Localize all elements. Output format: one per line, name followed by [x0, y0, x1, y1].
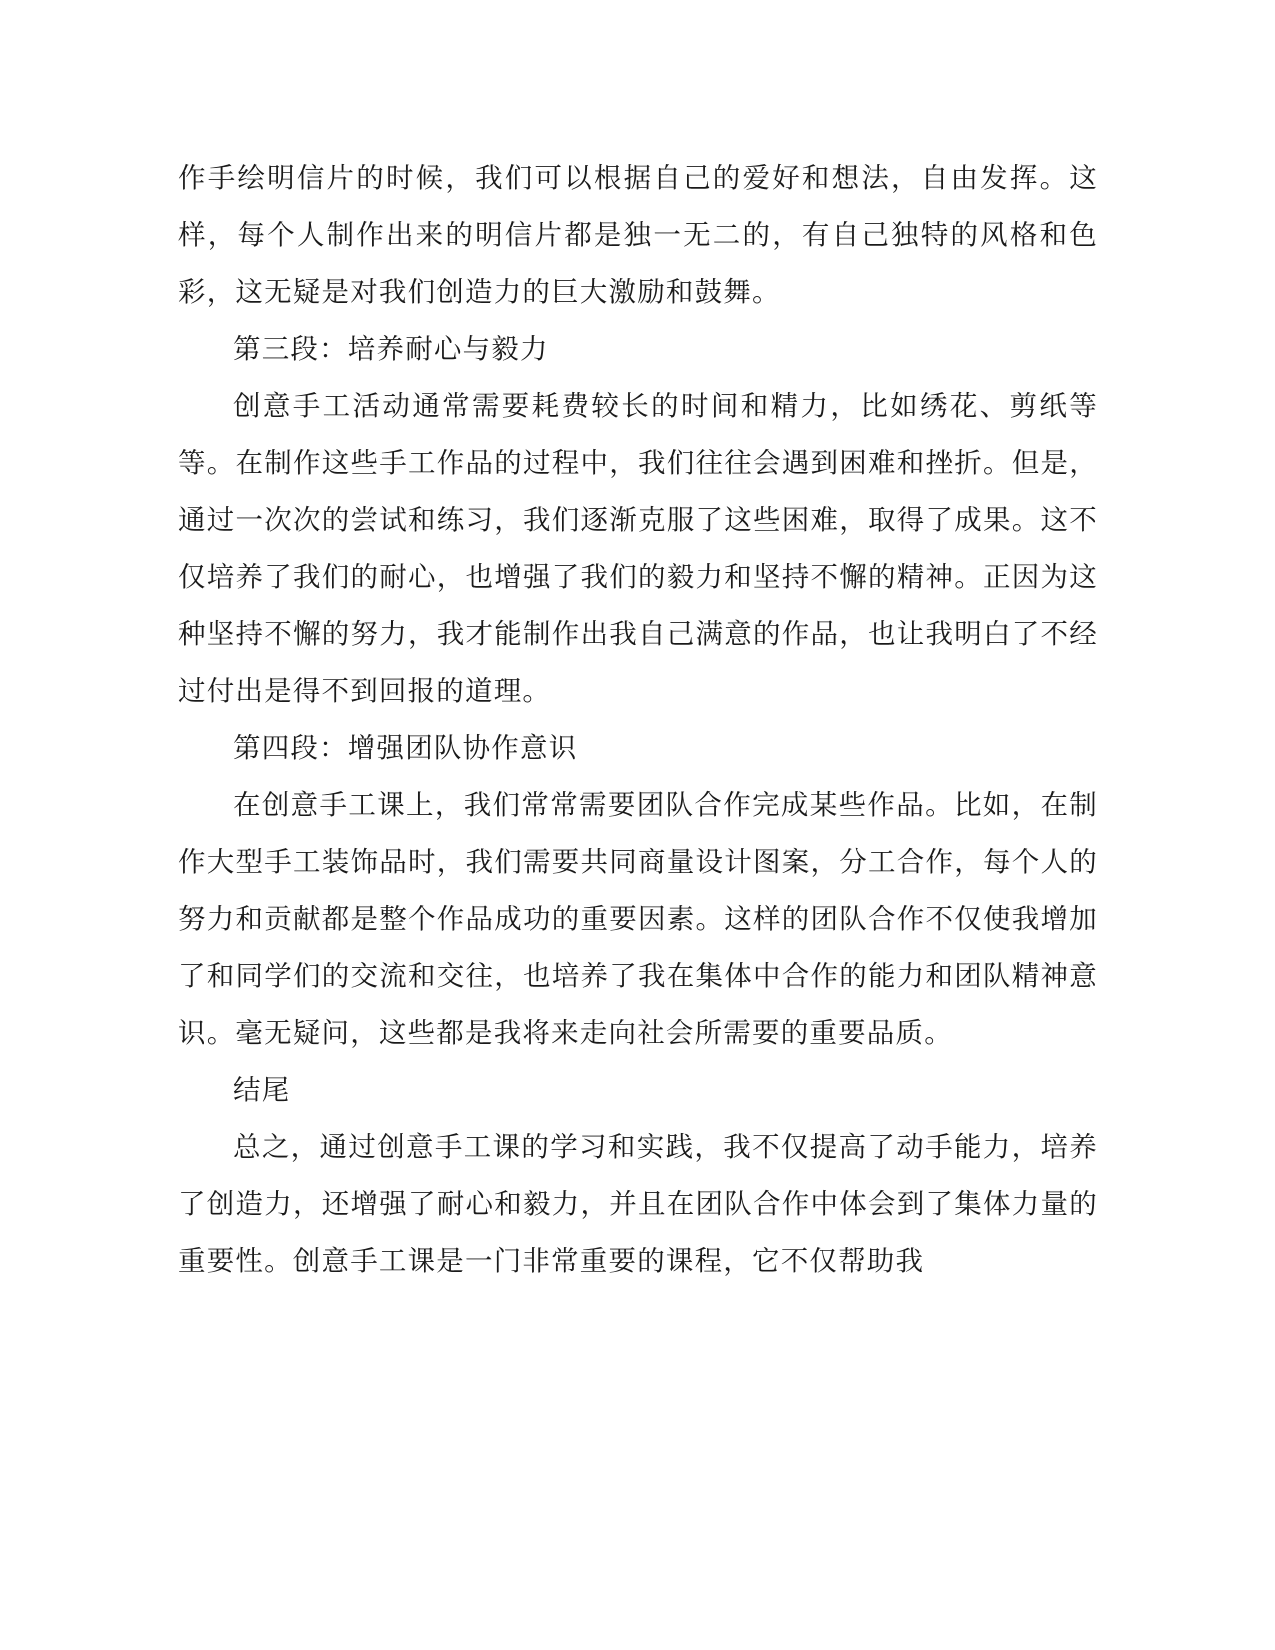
paragraph-section-four-body: 在创意手工课上，我们常常需要团队合作完成某些作品。比如，在制作大型手工装饰品时，我们需要共同商量设计图案，分工合作，每个人的努力和贡献都是整个作品成功的重要因素。这样的团队合作不仅使我增加了和同学们的交流和交往，也培养了我在集体中合作的能力和团队精神意识。毫无疑问，这些都是我将来走向社会所需要的重要品质。 — [178, 789, 1098, 1049]
paragraph-continued-postcard: 作手绘明信片的时候，我们可以根据自己的爱好和想法，自由发挥。这样，每个人制作出来的明信片都是独一无二的，有自己独特的风格和色彩，这无疑是对我们创造力的巨大激励和鼓舞。 — [178, 162, 1098, 308]
heading-section-four: 第四段：增强团队协作意识 — [233, 732, 578, 764]
heading-conclusion: 结尾 — [233, 1074, 291, 1106]
paragraph-conclusion-body: 总之，通过创意手工课的学习和实践，我不仅提高了动手能力，培养了创造力，还增强了耐心和毅力，并且在团队合作中体会到了集体力量的重要性。创意手工课是一门非常重要的课程，它不仅帮助我 — [178, 1131, 1098, 1277]
heading-section-three: 第三段：培养耐心与毅力 — [233, 333, 549, 365]
document-body — [178, 150, 1098, 1290]
paragraph-section-three-body: 创意手工活动通常需要耗费较长的时间和精力，比如绣花、剪纸等等。在制作这些手工作品的过程中，我们往往会遇到困难和挫折。但是，通过一次次的尝试和练习，我们逐渐克服了这些困难，取得了成果。这不仅培养了我们的耐心，也增强了我们的毅力和坚持不懈的精神。正因为这种坚持不懈的努力，我才能制作出我自己满意的作品，也让我明白了不经过付出是得不到回报的道理。 — [178, 390, 1098, 707]
